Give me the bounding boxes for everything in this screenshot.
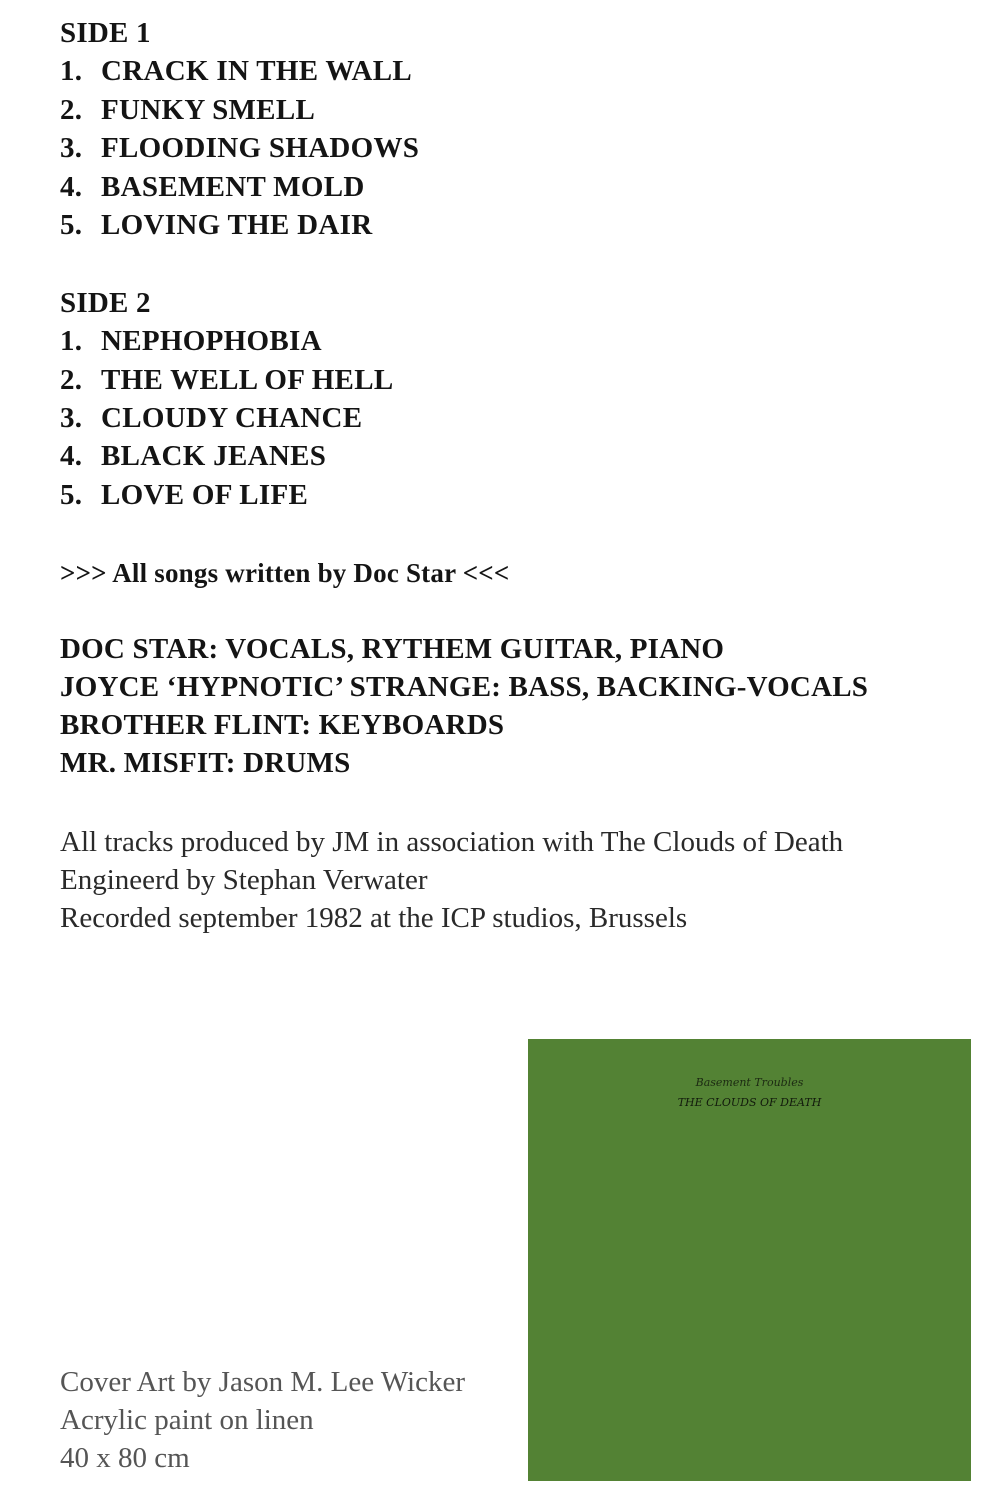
track-title: CRACK IN THE WALL <box>101 55 413 87</box>
track-title: LOVE OF LIFE <box>101 479 309 511</box>
track-title: NEPHOPHOBIA <box>101 325 322 357</box>
track-number: 5. <box>60 209 83 241</box>
lineup-line-4: MR. MISFIT: DRUMS <box>60 747 351 779</box>
track-title: BLACK JEANES <box>101 440 327 472</box>
track-number: 2. <box>60 364 83 396</box>
cover-art-credit-3: 40 x 80 cm <box>60 1442 190 1474</box>
track-number: 3. <box>60 132 83 164</box>
side2-track-4 <box>60 437 326 475</box>
track-title: FLOODING SHADOWS <box>101 132 420 164</box>
track-number: 1. <box>60 325 83 357</box>
side2-heading: SIDE 2 <box>60 287 151 319</box>
album-cover-thumbnail <box>528 1039 971 1481</box>
track-number: 3. <box>60 402 83 434</box>
cover-art-credit-2: Acrylic paint on linen <box>60 1404 314 1436</box>
side1-heading: SIDE 1 <box>60 17 151 49</box>
side2-track-2 <box>60 361 393 399</box>
side1-track-2 <box>60 91 315 129</box>
side2-track-1 <box>60 322 322 360</box>
side2-track-3 <box>60 399 362 437</box>
cover-band-name: THE CLOUDS OF DEATH <box>677 1096 822 1109</box>
side1-track-1 <box>60 52 412 90</box>
track-number: 4. <box>60 171 83 203</box>
side1-track-4 <box>60 168 365 206</box>
side2-track-5 <box>60 476 308 514</box>
track-number: 5. <box>60 479 83 511</box>
production-credit-1: All tracks produced by JM in association with The Clouds of Death <box>60 826 844 858</box>
track-title: LOVING THE DAIR <box>101 209 373 241</box>
cover-art-credit-1: Cover Art by Jason M. Lee Wicker <box>60 1366 466 1398</box>
side1-track-3 <box>60 129 419 167</box>
side1-track-5 <box>60 206 372 244</box>
lineup-line-3: BROTHER FLINT: KEYBOARDS <box>60 709 505 741</box>
lineup-line-2: JOYCE ‘HYPNOTIC’ STRANGE: BASS, BACKING-VOCALS <box>60 671 869 703</box>
lineup-line-1: DOC STAR: VOCALS, RYTHEM GUITAR, PIANO <box>60 633 725 665</box>
track-number: 2. <box>60 94 83 126</box>
songwriter-note: >>> All songs written by Doc Star <<< <box>60 558 510 588</box>
track-title: THE WELL OF HELL <box>101 364 394 396</box>
track-title: CLOUDY CHANCE <box>101 402 363 434</box>
track-number: 1. <box>60 55 83 87</box>
track-number: 4. <box>60 440 83 472</box>
track-title: BASEMENT MOLD <box>101 171 365 203</box>
production-credit-2: Engineerd by Stephan Verwater <box>60 864 428 896</box>
cover-album-title: Basement Troubles <box>695 1076 804 1089</box>
track-title: FUNKY SMELL <box>101 94 316 126</box>
production-credit-3: Recorded september 1982 at the ICP studios, Brussels <box>60 902 688 934</box>
